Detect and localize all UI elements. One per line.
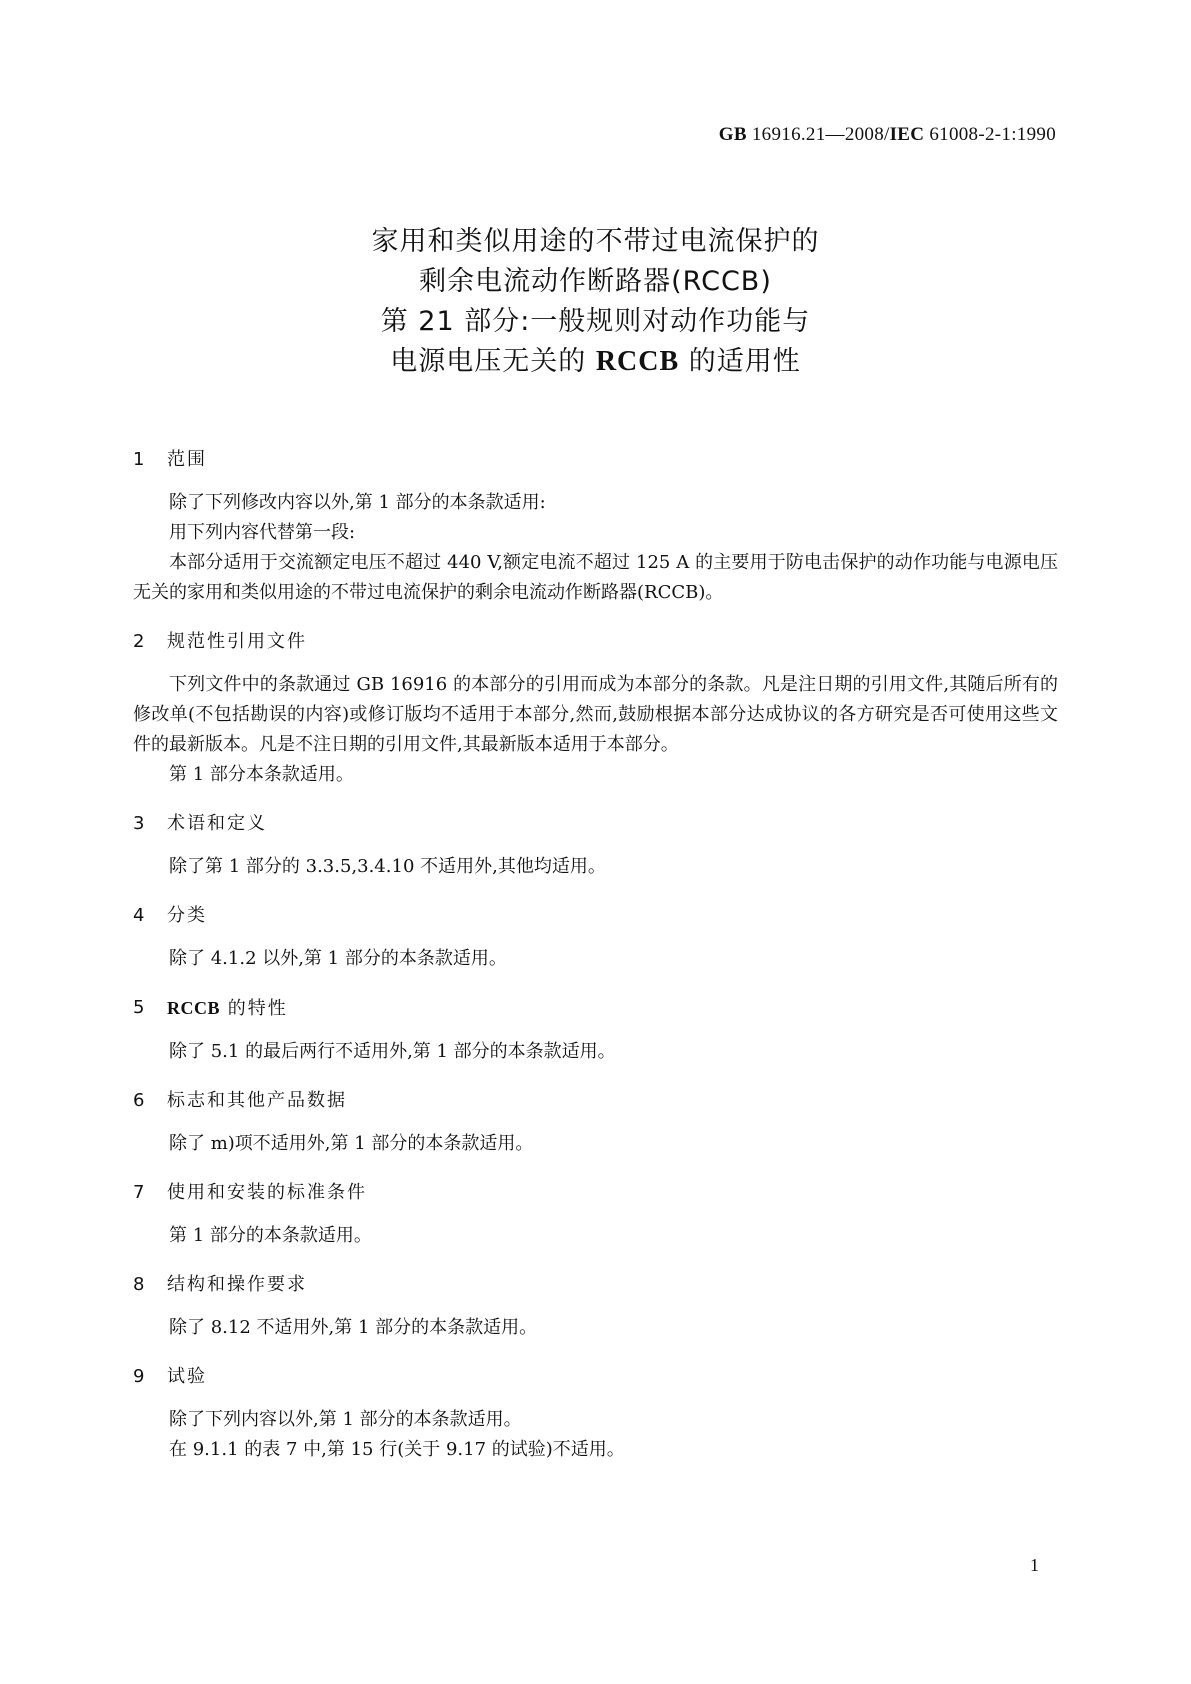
section-heading xyxy=(133,630,1058,654)
title-line-4 xyxy=(0,342,1191,382)
section-number: 8 xyxy=(133,1274,145,1295)
section-title-bold: RCCB xyxy=(167,998,221,1018)
paragraph: 除了 5.1 的最后两行不适用外,第 1 部分的本条款适用。 xyxy=(169,1041,616,1062)
paragraph: 除了 4.1.2 以外,第 1 部分的本条款适用。 xyxy=(169,948,507,969)
paragraph: 用下列内容代替第一段: xyxy=(169,522,356,543)
title-line-4-bold: RCCB xyxy=(595,346,680,377)
paragraph: 第 1 部分的本条款适用。 xyxy=(169,1225,372,1246)
section-title: 分类 xyxy=(167,905,207,926)
section-title: 结构和操作要求 xyxy=(167,1274,307,1295)
section-title: 规范性引用文件 xyxy=(167,631,307,652)
section-number: 2 xyxy=(133,631,145,652)
paragraph: 除了 8.12 不适用外,第 1 部分的本条款适用。 xyxy=(169,1317,538,1338)
section-number: 5 xyxy=(133,997,145,1018)
section-number: 1 xyxy=(133,449,145,470)
paragraph: 下列文件中的条款通过 GB 16916 的本部分的引用而成为本部分的条款。凡是注日期的引用文件,其随后所有的修改单(不包括勘误的内容)或修订版均不适用于本部分,然而,鼓励根据本部分达成协议的各方研究是否可使用这些文件的最新版本。凡是不注日期的引用文件,其最新版本适用于本部分。 xyxy=(133,674,1058,755)
document-title xyxy=(0,222,1191,382)
page-number: 1 xyxy=(1030,1555,1039,1575)
standard-number-main: 16916.21—2008/ xyxy=(746,124,890,145)
section-title: 术语和定义 xyxy=(167,813,267,834)
title-line-2: 剩余电流动作断路器(RCCB) xyxy=(419,266,772,297)
standard-prefix: GB xyxy=(718,124,747,145)
paragraph: 除了第 1 部分的 3.3.5,3.4.10 不适用外,其他均适用。 xyxy=(169,856,606,877)
section-number: 7 xyxy=(133,1182,145,1203)
section-heading xyxy=(133,1181,1058,1205)
section-heading xyxy=(133,904,1058,928)
paragraph: 除了 m)项不适用外,第 1 部分的本条款适用。 xyxy=(169,1133,534,1154)
section-number: 4 xyxy=(133,905,145,926)
section-title-rest: 的特性 xyxy=(220,998,288,1019)
section-number: 6 xyxy=(133,1090,145,1111)
section-heading xyxy=(133,1365,1058,1389)
paragraph: 第 1 部分本条款适用。 xyxy=(169,764,354,785)
title-line-4-post: 的适用性 xyxy=(688,346,801,377)
section-title: 标志和其他产品数据 xyxy=(167,1090,347,1111)
paragraph: 除了下列修改内容以外,第 1 部分的本条款适用: xyxy=(169,492,546,513)
section-heading xyxy=(133,448,1058,472)
standard-iec: IEC xyxy=(889,124,925,145)
section-number: 3 xyxy=(133,813,145,834)
section-heading xyxy=(133,1273,1058,1297)
section-heading xyxy=(133,1089,1058,1113)
document-body xyxy=(133,448,1058,1465)
section-title: 使用和安装的标准条件 xyxy=(167,1182,367,1203)
paragraph: 本部分适用于交流额定电压不超过 440 V,额定电流不超过 125 A 的主要用于防电击保护的动作功能与电源电压无关的家用和类似用途的不带过电流保护的剩余电流动作断路器(RCCB)。 xyxy=(133,552,1058,603)
section-heading xyxy=(133,812,1058,836)
paragraph: 除了下列内容以外,第 1 部分的本条款适用。 xyxy=(169,1409,522,1430)
paragraph: 在 9.1.1 的表 7 中,第 15 行(关于 9.17 的试验)不适用。 xyxy=(169,1439,625,1460)
title-line-1: 家用和类似用途的不带过电流保护的 xyxy=(371,226,820,257)
section-title xyxy=(167,996,288,1021)
section-title: 范围 xyxy=(167,449,207,470)
title-line-3: 第 21 部分:一般规则对动作功能与 xyxy=(380,306,811,337)
section-heading xyxy=(133,996,1058,1021)
standard-iec-number: 61008-2-1:1990 xyxy=(924,124,1056,145)
title-line-4-pre: 电源电压无关的 xyxy=(390,346,587,377)
standard-number xyxy=(719,124,1056,146)
section-title: 试验 xyxy=(167,1366,207,1387)
section-number: 9 xyxy=(133,1366,145,1387)
